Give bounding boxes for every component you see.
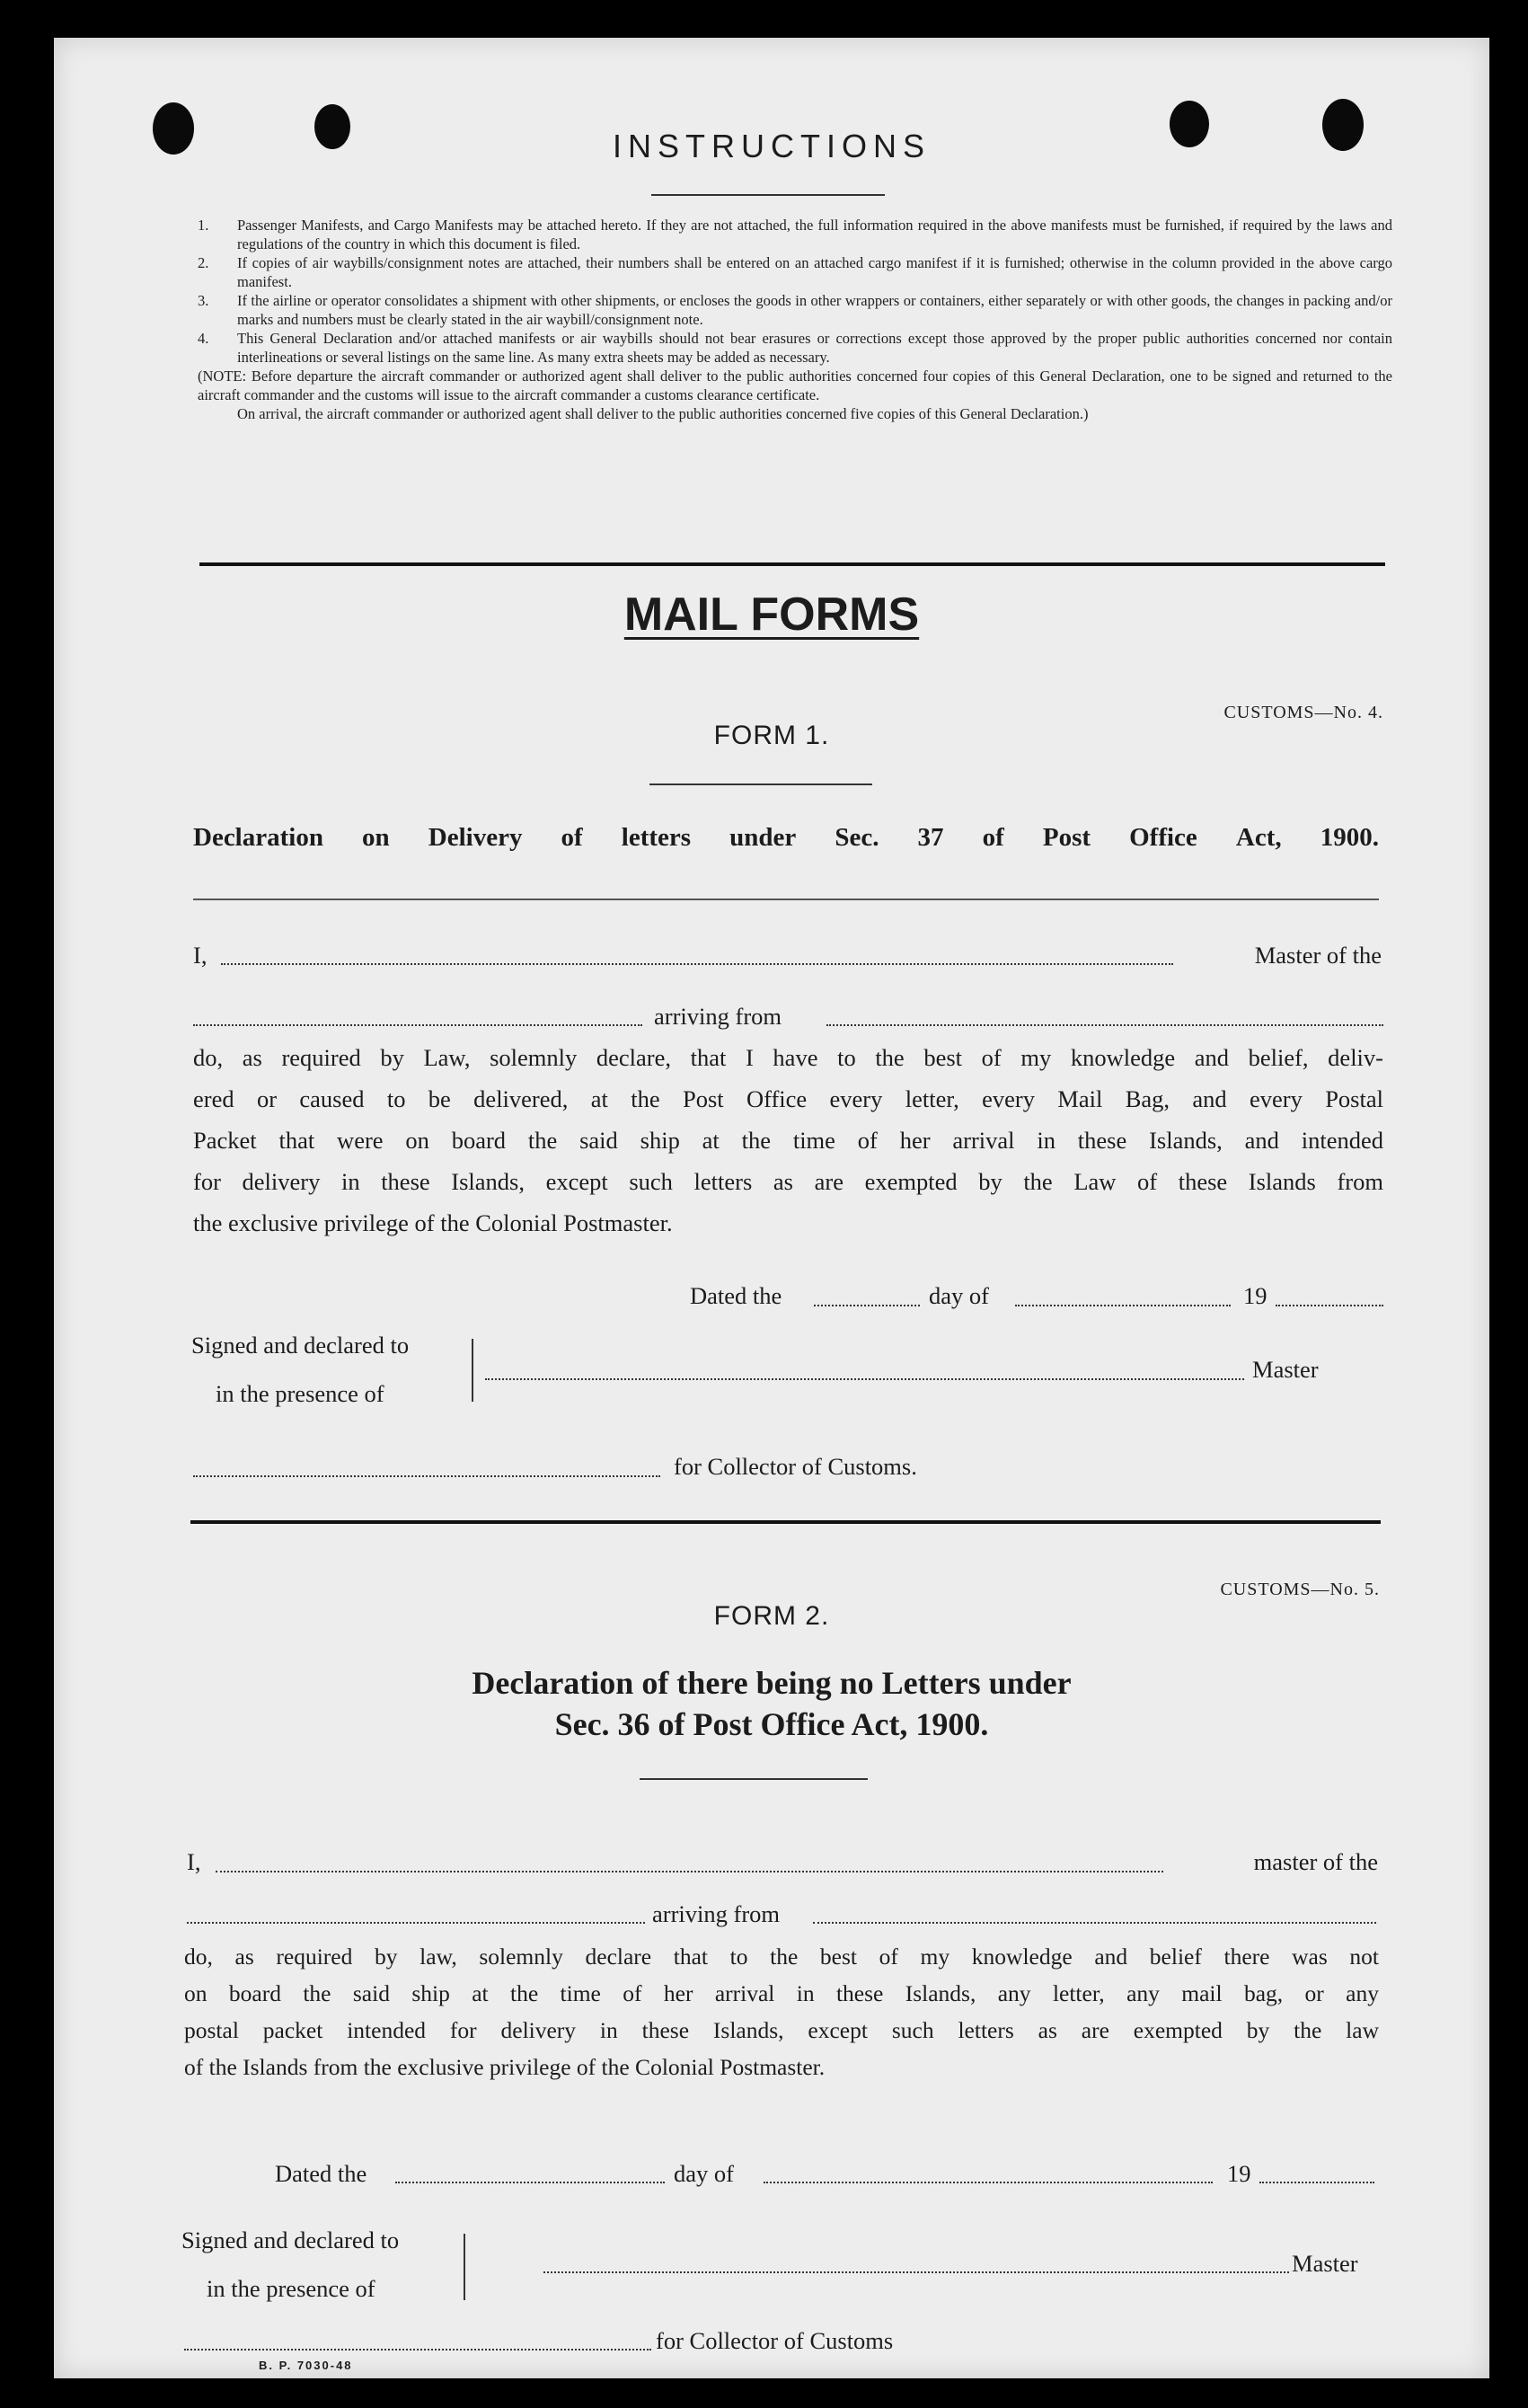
form1-day-of-label: day of	[929, 1282, 989, 1309]
form2-declaration-heading-line1: Declaration of there being no Letters under	[472, 1665, 1072, 1701]
form2-master-signature-field[interactable]	[543, 2271, 1289, 2273]
form1-year-field[interactable]	[1276, 1305, 1383, 1306]
title-underline	[651, 194, 885, 196]
form1-declaration-heading: Declaration on Delivery of letters under Sec. 37 of Post Office Act, 1900.	[193, 823, 1379, 852]
instruction-item: 3. If the airline or operator consolidates a shipment with other shipments, or encloses the goods in other wrappers or containers, either separately or with other goods, the changes in packing and/or marks and numbers must be clearly stated in the air waybill/consignment note.	[198, 292, 1392, 328]
instruction-note: (NOTE: Before departure the aircraft commander or authorized agent shall deliver to the public authorities concerned four copies of this General Declaration, one to be signed and returned to the aircraft commander and the customs will issue to the aircraft commander a customs clearance certificate.	[198, 367, 1392, 403]
form2-collector-signature-field[interactable]	[184, 2349, 651, 2350]
mail-forms-title: MAIL FORMS	[623, 589, 920, 641]
form1-i-label: I,	[193, 942, 208, 969]
form2-title-rule	[640, 1778, 868, 1780]
form2-name-field[interactable]	[216, 1871, 1163, 1872]
form2-customs-number: CUSTOMS—No. 5.	[1220, 1580, 1380, 1599]
form1-collector-signature-field[interactable]	[193, 1475, 660, 1477]
form2-brace	[464, 2234, 465, 2300]
form2-master-label: Master	[1292, 2250, 1358, 2277]
form1-arriving-from-label: arriving from	[654, 1003, 782, 1030]
form2-ship-field[interactable]	[187, 1922, 645, 1924]
form2-signed-line1: Signed and declared to	[181, 2227, 400, 2253]
form1-heading-rule	[193, 899, 1379, 900]
form2-day-of-label: day of	[674, 2160, 734, 2187]
section-divider	[199, 562, 1385, 566]
form-divider	[190, 1520, 1381, 1524]
form2-year-field[interactable]	[1259, 2182, 1374, 2183]
form1-title-rule	[649, 783, 872, 785]
form2-month-field[interactable]	[764, 2182, 1213, 2183]
form1-dated-label: Dated the	[690, 1282, 782, 1309]
footer-print-code: B. P. 7030-48	[259, 2359, 353, 2372]
form2-declaration-heading-line2: Sec. 36 of Post Office Act, 1900.	[554, 1706, 989, 1742]
form2-collector-label: for Collector of Customs	[656, 2327, 894, 2354]
form1-day-field[interactable]	[814, 1305, 920, 1306]
form1-name-field[interactable]	[221, 963, 1173, 965]
form2-i-label: I,	[187, 1848, 201, 1875]
form1-declaration-text: do, as required by Law, solemnly declare, that I have to the best of my knowledge and belief, deliv- ered or caused to be delivered, at the Post Office every letter, every Mail Bag, and every Postal Packet that were on board the said ship at the time of her arrival in these Islands, and intended for delivery in these Islands, except such letters as are exempted by the Law of these Islands from the exclusive privilege of the Colonial Postmaster.	[193, 1044, 1383, 1236]
form1-origin-field[interactable]	[826, 1024, 1383, 1026]
form1-title: FORM 1.	[713, 721, 830, 750]
form2-signed-line2: in the presence of	[207, 2275, 375, 2302]
form2-declaration-text: do, as required by law, solemnly declare that to the best of my knowledge and belief there was not on board the said ship at the time of her arrival in these Islands, any letter, any mail bag, or any postal packet intended for delivery in these Islands, except such letters as are exempted by the law of the Islands from the exclusive privilege of the Colonial Postmaster.	[184, 1943, 1379, 2080]
form1-year-label: 19	[1243, 1282, 1267, 1309]
form1-customs-number: CUSTOMS—No. 4.	[1223, 703, 1383, 722]
instructions-list	[198, 216, 1392, 423]
form1-collector-label: for Collector of Customs.	[674, 1453, 917, 1480]
instruction-item: 2. If copies of air waybills/consignment notes are attached, their numbers shall be entered on an attached cargo manifest if it is furnished; otherwise in the column provided in the above cargo manifest.	[198, 254, 1392, 290]
instruction-note-arrival: On arrival, the aircraft commander or authorized agent shall deliver to the public authorities concerned five copies of this General Declaration.)	[237, 405, 1089, 422]
form2-arriving-from-label: arriving from	[652, 1900, 781, 1927]
form1-master-of-label: Master of the	[1254, 942, 1382, 969]
instruction-item: 1. Passenger Manifests, and Cargo Manifests may be attached hereto. If they are not attached, the full information required in the above manifests must be furnished, if required by the laws and regulations of the country in which this document is filed.	[198, 217, 1392, 252]
form1-master-signature-field[interactable]	[485, 1378, 1244, 1380]
form1-ship-field[interactable]	[193, 1024, 642, 1026]
form2-dated-label: Dated the	[275, 2160, 367, 2187]
form2-year-label: 19	[1227, 2160, 1251, 2187]
form2-origin-field[interactable]	[813, 1922, 1376, 1924]
instructions-title: INSTRUCTIONS	[613, 128, 931, 164]
document-page	[54, 38, 1489, 2378]
form2-master-of-label: master of the	[1253, 1848, 1378, 1875]
form1-month-field[interactable]	[1015, 1305, 1231, 1306]
instruction-item: 4. This General Declaration and/or attached manifests or air waybills should not bear erasures or corrections except those approved by the proper public authorities concerned nor contain interlineations or several listings on the same line. As many extra sheets may be added as necessary.	[198, 330, 1392, 366]
form1-signed-line2: in the presence of	[216, 1380, 384, 1407]
form2-day-field[interactable]	[395, 2182, 665, 2183]
form1-brace	[472, 1339, 473, 1402]
form1-master-label: Master	[1252, 1356, 1319, 1383]
form1-signed-line1: Signed and declared to	[191, 1332, 410, 1359]
form2-title: FORM 2.	[713, 1601, 830, 1631]
